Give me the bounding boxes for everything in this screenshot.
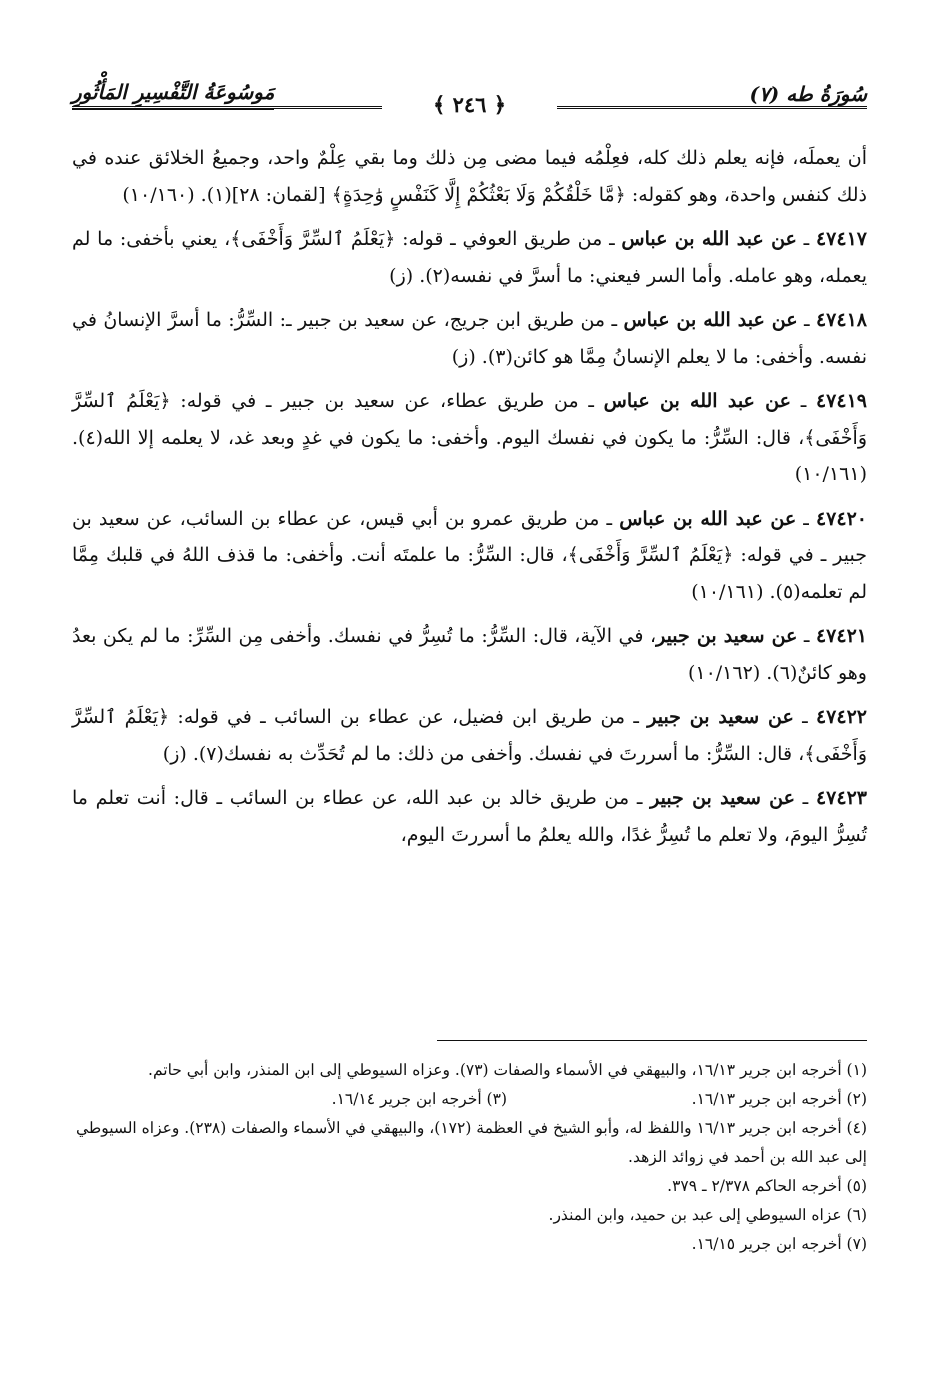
narration-text: ـ من طريق عمرو بن أبي قيس، عن عطاء بن السائب، عن سعيد بن جبير ـ في قوله: ﴿يَعْلَمُ ٱلسِّرَّ وَأَخْفَى﴾، قال: السِّرُّ: ما علمتَه أنت. وأخفى: ما قذف اللهُ في قلبك مِمَّا لم تعلمه(٥). (١٠/١٦١) — [72, 507, 867, 603]
narration: ٤٧٤١٩ ـ عن عبد الله بن عباس ـ من طريق عطاء، عن سعيد بن جبير ـ في قوله: ﴿يَعْلَمُ ٱلسِّرَّ وَأَخْفَى﴾، قال: السِّرُّ: ما يكون في نفسك اليوم. وأخفى: ما يكون في غدٍ وبعد غد، لا يعلمه إلا الله(٤). (١٠/١٦١) — [72, 390, 867, 485]
narration-text: ـ من طريق العوفي ـ قوله: ﴿يَعْلَمُ ٱلسِّرَّ وَأَخْفَى﴾، يعني بأخفى: ما لم يعمله، وهو عامله. وأما السر فيعني: ما أسرَّ في نفسه(٢). (ز) — [72, 228, 867, 287]
narrator: عن سعيد بن جبير — [647, 706, 794, 728]
footnote-4: (٤) أخرجه ابن جرير ١٦/١٣ واللفظ له، وأبو الشيخ في العظمة (١٧٢)، والبيهقي في الأسماء والصفات (٢٣٨). وعزاه السيوطي إلى عبد الله بن أحمد في زوائد الزهد. — [75, 1119, 867, 1166]
narration-text: ـ من طريق عطاء، عن سعيد بن جبير ـ في قوله: ﴿يَعْلَمُ ٱلسِّرَّ وَأَخْفَى﴾، قال: السِّرُّ: ما يكون في نفسك اليوم. وأخفى: ما يكون في غدٍ وبعد غد، لا يعلمه إلا الله(٤). (١٠/١٦١) — [72, 390, 867, 485]
footnote-7: (٧) أخرجه ابن جرير ١٦/١٥. — [691, 1235, 867, 1253]
paragraph — [72, 140, 867, 213]
narration: ٤٧٤٢٣ ـ عن سعيد بن جبير ـ من طريق خالد بن عبد الله، عن عطاء بن السائب ـ قال: أنت تعلم ما تُسِرُّ اليومَ، ولا تعلم ما تُسِرُّ غدًا، والله يعلمُ ما أسررتَ اليوم، — [72, 787, 867, 846]
header-rule-left — [72, 106, 382, 109]
narration-number: ٤٧٤١٩ — [815, 390, 867, 412]
footnote-divider — [437, 1040, 867, 1041]
footnote-1: (١) أخرجه ابن جرير ١٦/١٣، والبيهقي في الأسماء والصفات (٧٣). وعزاه السيوطي إلى ابن المنذر، وابن أبي حاتم. — [148, 1061, 867, 1079]
narration: ٤٧٤٢١ ـ عن سعيد بن جبير، في الآية، قال: السِّرُّ: ما تُسِرُّ في نفسك. وأخفى مِن السِّرِّ: ما لم يكن بعدُ وهو كائنٌ(٦). (١٠/١٦٢) — [72, 625, 867, 684]
narration: ٤٧٤١٧ ـ عن عبد الله بن عباس ـ من طريق العوفي ـ قوله: ﴿يَعْلَمُ ٱلسِّرَّ وَأَخْفَى﴾، يعني بأخفى: ما لم يعمله، وهو عامله. وأما السر فيعني: ما أسرَّ في نفسه(٢). (ز) — [72, 228, 867, 287]
narrator: عن سعيد بن جبير — [656, 625, 798, 647]
page-number: ﴿ ٢٤٦ ﴾ — [427, 92, 512, 117]
narration-number: ٤٧٤٢٠ — [815, 507, 867, 530]
footnote-6: (٦) عزاه السيوطي إلى عبد بن حميد، وابن المنذر. — [548, 1206, 867, 1224]
footnote-row — [72, 1085, 867, 1114]
narration-number: ٤٧٤١٨ — [815, 309, 867, 331]
page-header — [72, 70, 867, 120]
paragraph-text: أن يعملَه، فإنه يعلم ذلك كله، فعِلْمُه فيما مضى مِن ذلك وما بقي عِلْمٌ واحد، وجميعُ الخلائق عنده في ذلك كنفس واحدة، وهو كقوله: ﴿مَّا خَلْقُكُمْ وَلَا بَعْثُكُمْ إِلَّا كَنَفْسٍ وَٰحِدَةٍ﴾ [لقمان: ٢٨](١). (١٠/١٦٠) — [72, 147, 867, 206]
narration-text: ، في الآية، قال: السِّرُّ: ما تُسِرُّ في نفسك. وأخفى مِن السِّرِّ: ما لم يكن بعدُ وهو كائنٌ(٦). (١٠/١٦٢) — [72, 625, 867, 684]
narrator: عن عبد الله بن عباس — [619, 507, 797, 530]
narrator: عن عبد الله بن عباس — [623, 309, 798, 331]
narration: ٤٧٤٢٢ ـ عن سعيد بن جبير ـ من طريق ابن فضيل، عن عطاء بن السائب ـ في قوله: ﴿يَعْلَمُ ٱلسِّرَّ وَأَخْفَى﴾، قال: السِّرُّ: ما أسررتَ في نفسك. وأخفى من ذلك: ما لم تُحَدِّث به نفسك(٧). (ز) — [72, 706, 867, 765]
header-rule-right — [557, 106, 867, 109]
narration-number: ٤٧٤٢٢ — [815, 706, 867, 728]
page-body — [72, 140, 867, 861]
narrator: عن عبد الله بن عباس — [621, 228, 797, 250]
narrator: عن سعيد بن جبير — [650, 787, 795, 809]
narration: ٤٧٤١٨ ـ عن عبد الله بن عباس ـ من طريق ابن جريج، عن سعيد بن جبير ـ: السِّرُّ: ما أسرَّ الإنسانُ في نفسه. وأخفى: ما لا يعلم الإنسانُ مِمَّا هو كائن(٣). (ز) — [72, 309, 867, 368]
narration-text: ـ من طريق ابن جريج، عن سعيد بن جبير ـ: السِّرُّ: ما أسرَّ الإنسانُ في نفسه. وأخفى: ما لا يعلم الإنسانُ مِمَّا هو كائن(٣). (ز) — [72, 309, 867, 368]
narration-text: ـ من طريق خالد بن عبد الله، عن عطاء بن السائب ـ قال: أنت تعلم ما تُسِرُّ اليومَ، ولا تعلم ما تُسِرُّ غدًا، والله يعلمُ ما أسررتَ اليوم، — [72, 787, 867, 846]
footnote-2: (٢) أخرجه ابن جرير ١٦/١٣. — [691, 1090, 867, 1108]
footnotes — [72, 1056, 867, 1259]
narrator: عن عبد الله بن عباس — [603, 390, 791, 412]
surah-title: سُورَةُ طه (٧) — [749, 82, 867, 106]
narration-number: ٤٧٤١٧ — [815, 228, 867, 250]
narration: ٤٧٤٢٠ ـ عن عبد الله بن عباس ـ من طريق عمرو بن أبي قيس، عن عطاء بن السائب، عن سعيد بن جبير ـ في قوله: ﴿يَعْلَمُ ٱلسِّرَّ وَأَخْفَى﴾، قال: السِّرُّ: ما علمتَه أنت. وأخفى: ما قذف اللهُ في قلبك مِمَّا لم تعلمه(٥). (١٠/١٦١) — [72, 507, 867, 603]
book-title: مَوسُوعَةُ التَّفْسِيرِ المَأْثُورِ — [72, 80, 275, 104]
narration-text: ـ من طريق ابن فضيل، عن عطاء بن السائب ـ في قوله: ﴿يَعْلَمُ ٱلسِّرَّ وَأَخْفَى﴾، قال: السِّرُّ: ما أسررتَ في نفسك. وأخفى من ذلك: ما لم تُحَدِّث به نفسك(٧). (ز) — [72, 706, 867, 765]
narration-number: ٤٧٤٢١ — [815, 625, 867, 647]
narration-number: ٤٧٤٢٣ — [815, 787, 867, 809]
footnote-5: (٥) أخرجه الحاكم ٢/٣٧٨ ـ ٣٧٩. — [667, 1177, 867, 1195]
footnote-3: (٣) أخرجه ابن جرير ١٦/١٤. — [331, 1090, 507, 1108]
